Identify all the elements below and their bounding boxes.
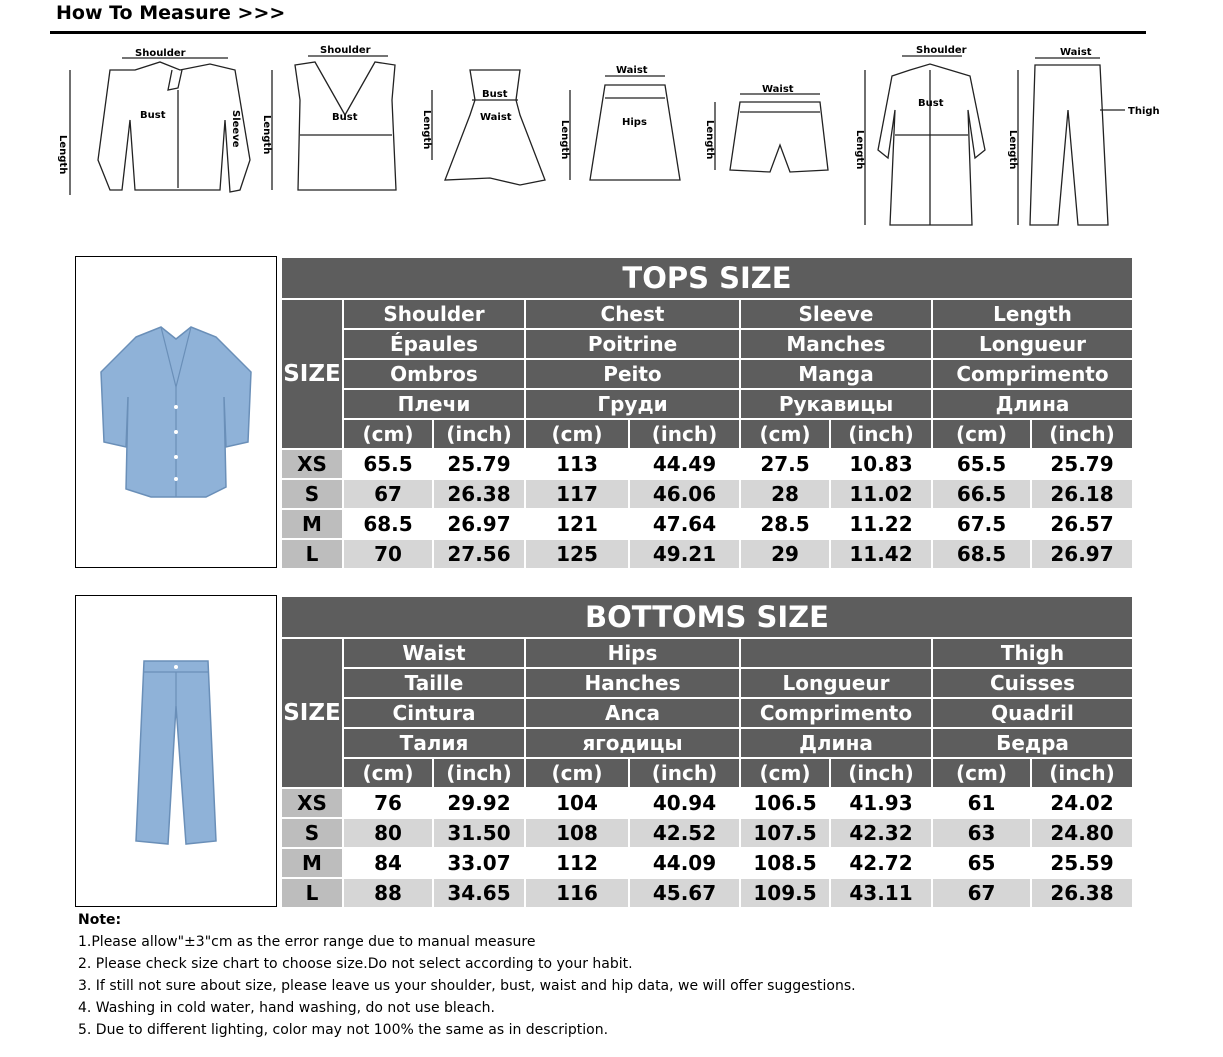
table-cell: 67.5 <box>933 510 1030 538</box>
header-divider <box>50 31 1146 34</box>
bottoms-unit: (inch) <box>434 759 524 787</box>
size-label: S <box>282 480 342 508</box>
denim-shirt-icon <box>76 257 276 567</box>
table-cell: 116 <box>526 879 628 907</box>
table-cell: 42.52 <box>630 819 739 847</box>
table-cell: 63 <box>933 819 1030 847</box>
tops-product-photo <box>75 256 277 568</box>
table-cell: 11.02 <box>831 480 931 508</box>
table-cell: 109.5 <box>741 879 829 907</box>
size-label: XS <box>282 450 342 478</box>
size-label: L <box>282 879 342 907</box>
bottoms-col-hips-fr: Hanches <box>526 669 739 697</box>
tops-col-sleeve-fr: Manches <box>741 330 931 358</box>
table-cell: 29 <box>741 540 829 568</box>
tops-col-length-fr: Longueur <box>933 330 1132 358</box>
bottoms-unit: (inch) <box>1032 759 1132 787</box>
table-cell: 26.97 <box>1032 540 1132 568</box>
length-label-5: Length <box>704 120 715 160</box>
table-cell: 42.32 <box>831 819 931 847</box>
table-cell: 41.93 <box>831 789 931 817</box>
table-row <box>282 480 1132 508</box>
pants-diagram <box>1018 58 1125 225</box>
tank-diagram <box>272 56 396 190</box>
length-label: Length <box>57 135 68 175</box>
tops-col-length-ru: Длина <box>933 390 1132 418</box>
length-label-2: Length <box>261 115 272 155</box>
length-label-4: Length <box>559 120 570 160</box>
bottoms-col-length-fr: Longueur <box>741 669 931 697</box>
table-cell: 11.22 <box>831 510 931 538</box>
table-cell: 28 <box>741 480 829 508</box>
table-cell: 66.5 <box>933 480 1030 508</box>
tops-unit: (cm) <box>933 420 1030 448</box>
table-cell: 26.38 <box>434 480 524 508</box>
table-cell: 26.97 <box>434 510 524 538</box>
size-label: L <box>282 540 342 568</box>
tops-unit: (inch) <box>630 420 739 448</box>
table-row <box>282 849 1132 877</box>
table-cell: 44.49 <box>630 450 739 478</box>
note-item: 3. If still not sure about size, please leave us your shoulder, bust, waist and hip data, we will offer suggestions. <box>78 978 856 994</box>
shorts-diagram <box>715 94 828 172</box>
table-row <box>282 879 1132 907</box>
bottoms-unit: (cm) <box>526 759 628 787</box>
table-cell: 40.94 <box>630 789 739 817</box>
waist-label-5: Waist <box>762 84 794 95</box>
table-cell: 31.50 <box>434 819 524 847</box>
table-cell: 121 <box>526 510 628 538</box>
shoulder-label: Shoulder <box>135 48 186 59</box>
bottoms-col-thigh-ru: Бедра <box>933 729 1132 757</box>
table-row <box>282 510 1132 538</box>
denim-pants-icon <box>76 596 276 906</box>
shirt-diagram <box>70 58 250 195</box>
tops-col-length-en: Length <box>933 300 1132 328</box>
table-cell: 33.07 <box>434 849 524 877</box>
bottoms-col-hips-pt: Anca <box>526 699 739 727</box>
table-cell: 88 <box>344 879 432 907</box>
table-cell: 117 <box>526 480 628 508</box>
note-item: 1.Please allow"±3"cm as the error range due to manual measure <box>78 934 536 950</box>
tops-size-table-wrap <box>280 256 1134 570</box>
bottoms-size-header: SIZE <box>282 639 342 787</box>
table-cell: 108 <box>526 819 628 847</box>
bottoms-product-photo <box>75 595 277 907</box>
table-cell: 45.67 <box>630 879 739 907</box>
skirt-diagram <box>570 76 680 180</box>
size-label: S <box>282 819 342 847</box>
bottoms-col-length-ru: Длина <box>741 729 931 757</box>
table-cell: 29.92 <box>434 789 524 817</box>
table-cell: 68.5 <box>344 510 432 538</box>
tops-unit: (cm) <box>526 420 628 448</box>
table-cell: 43.11 <box>831 879 931 907</box>
bottoms-col-length-pt: Comprimento <box>741 699 931 727</box>
table-cell: 47.64 <box>630 510 739 538</box>
length-label-3: Length <box>421 110 432 150</box>
tops-unit: (cm) <box>741 420 829 448</box>
tops-col-length-pt: Comprimento <box>933 360 1132 388</box>
tops-unit: (inch) <box>1032 420 1132 448</box>
bottoms-col-waist-en: Waist <box>344 639 524 667</box>
table-row <box>282 789 1132 817</box>
notes-section <box>78 909 856 1041</box>
shoulder-label-2: Shoulder <box>320 45 371 56</box>
note-item: 5. Due to different lighting, color may not 100% the same as in description. <box>78 1022 609 1038</box>
bust-label-6: Bust <box>918 98 944 109</box>
table-row <box>282 819 1132 847</box>
bottoms-col-length-en <box>741 639 931 667</box>
tops-col-shoulder-en: Shoulder <box>344 300 524 328</box>
length-label-6: Length <box>854 130 865 170</box>
bottoms-col-thigh-fr: Cuisses <box>933 669 1132 697</box>
note-item: 2. Please check size chart to choose size.Do not select according to your habit. <box>78 956 633 972</box>
notes-title: Note: <box>78 912 122 928</box>
table-cell: 107.5 <box>741 819 829 847</box>
table-cell: 27.56 <box>434 540 524 568</box>
tops-col-chest-en: Chest <box>526 300 739 328</box>
table-cell: 61 <box>933 789 1030 817</box>
tops-col-chest-pt: Peito <box>526 360 739 388</box>
bust-label-3: Bust <box>482 89 508 100</box>
table-cell: 67 <box>344 480 432 508</box>
table-cell: 24.80 <box>1032 819 1132 847</box>
waist-label-3: Waist <box>480 112 512 123</box>
bottoms-col-hips-en: Hips <box>526 639 739 667</box>
table-cell: 70 <box>344 540 432 568</box>
tops-col-sleeve-ru: Рукавицы <box>741 390 931 418</box>
bottoms-col-waist-ru: Талия <box>344 729 524 757</box>
shoulder-label-6: Shoulder <box>916 45 967 56</box>
table-cell: 125 <box>526 540 628 568</box>
size-label: XS <box>282 789 342 817</box>
bottoms-unit: (cm) <box>933 759 1030 787</box>
tops-size-header: SIZE <box>282 300 342 448</box>
tops-unit: (inch) <box>434 420 524 448</box>
table-cell: 108.5 <box>741 849 829 877</box>
bottoms-col-thigh-en: Thigh <box>933 639 1132 667</box>
bottoms-unit: (inch) <box>831 759 931 787</box>
table-cell: 76 <box>344 789 432 817</box>
table-row <box>282 540 1132 568</box>
table-cell: 10.83 <box>831 450 931 478</box>
table-cell: 34.65 <box>434 879 524 907</box>
measurement-diagrams <box>50 40 1160 240</box>
tops-col-shoulder-ru: Плечи <box>344 390 524 418</box>
thigh-label-7: Thigh <box>1128 106 1160 117</box>
length-label-7: Length <box>1007 130 1018 170</box>
tops-col-shoulder-fr: Épaules <box>344 330 524 358</box>
tops-unit: (inch) <box>831 420 931 448</box>
tops-size-table <box>280 256 1134 570</box>
dress-diagram <box>432 70 545 185</box>
table-cell: 80 <box>344 819 432 847</box>
tops-col-sleeve-pt: Manga <box>741 360 931 388</box>
table-cell: 26.38 <box>1032 879 1132 907</box>
waist-label-4: Waist <box>616 65 648 76</box>
tops-unit: (cm) <box>344 420 432 448</box>
table-cell: 44.09 <box>630 849 739 877</box>
tops-col-shoulder-pt: Ombros <box>344 360 524 388</box>
table-cell: 113 <box>526 450 628 478</box>
table-cell: 28.5 <box>741 510 829 538</box>
table-cell: 49.21 <box>630 540 739 568</box>
bottoms-unit: (inch) <box>630 759 739 787</box>
table-cell: 26.57 <box>1032 510 1132 538</box>
bottoms-unit: (cm) <box>344 759 432 787</box>
waist-label-7: Waist <box>1060 47 1092 58</box>
table-row <box>282 450 1132 478</box>
table-cell: 25.79 <box>434 450 524 478</box>
table-cell: 42.72 <box>831 849 931 877</box>
size-label: M <box>282 849 342 877</box>
table-cell: 27.5 <box>741 450 829 478</box>
table-cell: 68.5 <box>933 540 1030 568</box>
measure-title: How To Measure >>> <box>56 2 286 24</box>
table-cell: 106.5 <box>741 789 829 817</box>
table-cell: 112 <box>526 849 628 877</box>
table-cell: 25.79 <box>1032 450 1132 478</box>
tops-col-chest-fr: Poitrine <box>526 330 739 358</box>
table-cell: 26.18 <box>1032 480 1132 508</box>
bottoms-size-table <box>280 595 1134 909</box>
hips-label-4: Hips <box>622 117 647 128</box>
size-label: M <box>282 510 342 538</box>
bottoms-col-waist-fr: Taille <box>344 669 524 697</box>
table-cell: 65 <box>933 849 1030 877</box>
table-cell: 65.5 <box>344 450 432 478</box>
bottoms-unit: (cm) <box>741 759 829 787</box>
table-cell: 104 <box>526 789 628 817</box>
sleeve-label: Sleeve <box>230 110 241 148</box>
note-item: 4. Washing in cold water, hand washing, do not use bleach. <box>78 1000 495 1016</box>
bust-label-2: Bust <box>332 112 358 123</box>
table-cell: 25.59 <box>1032 849 1132 877</box>
tops-col-chest-ru: Груди <box>526 390 739 418</box>
bottoms-col-thigh-pt: Quadril <box>933 699 1132 727</box>
bottoms-size-table-wrap <box>280 595 1134 909</box>
bust-label: Bust <box>140 110 166 121</box>
table-cell: 11.42 <box>831 540 931 568</box>
table-cell: 24.02 <box>1032 789 1132 817</box>
table-cell: 65.5 <box>933 450 1030 478</box>
bottoms-col-hips-ru: ягодицы <box>526 729 739 757</box>
table-cell: 84 <box>344 849 432 877</box>
bottoms-col-waist-pt: Cintura <box>344 699 524 727</box>
table-cell: 46.06 <box>630 480 739 508</box>
coat-diagram <box>865 56 985 225</box>
tops-col-sleeve-en: Sleeve <box>741 300 931 328</box>
bottoms-table-title: BOTTOMS SIZE <box>282 597 1132 637</box>
tops-table-title: TOPS SIZE <box>282 258 1132 298</box>
table-cell: 67 <box>933 879 1030 907</box>
